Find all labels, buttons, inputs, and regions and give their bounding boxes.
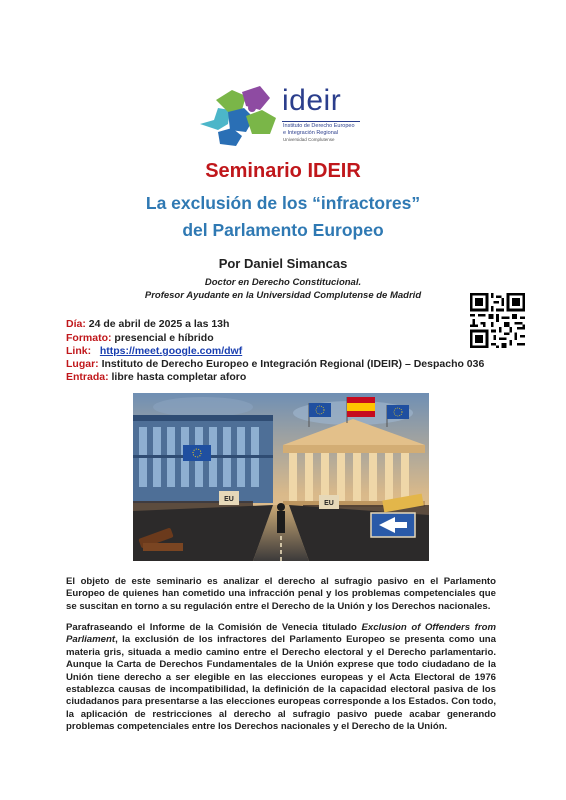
logo-wordmark: ideir: [282, 84, 342, 117]
puzzle-pieces-icon: [200, 86, 276, 146]
report-title: Exclusion of Offenders from Parliament: [66, 622, 496, 646]
info-format: [66, 332, 214, 344]
svg-text:EU: EU: [324, 500, 334, 507]
seminar-title: Seminario IDEIR: [205, 160, 361, 182]
place-label: Lugar:: [66, 358, 99, 370]
meeting-link[interactable]: https://meet.google.com/dwf: [99, 345, 243, 357]
info-link: [66, 345, 242, 357]
speaker-role-1: Doctor en Derecho Constitucional.: [204, 277, 362, 288]
date-label: Día:: [66, 318, 86, 330]
paragraph-body-start: Parafraseando el Informe de la Comisión de Venecia titulado: [66, 622, 362, 633]
parliament-illustration: [133, 393, 429, 561]
person-figure-icon: [277, 503, 285, 533]
modern-parliament-icon: [133, 415, 273, 503]
paragraph-body-end: , la exclusión de los infractores del Parlamento Europeo se presenta como una materia gris, situada a medio camino entre el Derecho electoral y el Derecho parlamentario. Aunque la Carta de Derechos Fundamentales de la Unión exprese que todo ciudadano de la Unión tiene derecho a ser elegible en las elecciones europeas y el Acta Electoral de 1976 establezca causas de incompatibilidad, la definición de la capacidad electoral pasiva de los ciudadanos para presentarse a las elecciones europeas corresponde a los Estados. Con todo, la aplicación de restricciones al derecho al sufragio pasivo puede acabar generando problemas competenciales entre los Derechos nacionales y el Derecho de la Unión.: [66, 634, 496, 733]
arrow-sign-icon: [371, 513, 415, 537]
speaker-role-2: Profesor Ayudante en la Universidad Complutense de Madrid: [144, 290, 422, 301]
eu-sign-right: [319, 495, 339, 509]
entry-label: Entrada:: [66, 371, 109, 383]
link-label: Link:: [66, 345, 92, 357]
info-date: [66, 318, 229, 330]
logo-subtitle-2: e Integración Regional: [283, 130, 339, 136]
svg-text:EU: EU: [224, 496, 234, 503]
info-entry: [66, 371, 246, 383]
place-value: Instituto de Derecho Europeo e Integración Regional (IDEIR) – Despacho 036: [101, 358, 485, 370]
paragraph-intro: El objeto de este seminario es analizar el derecho al sufragio pasivo en el Parlamento Europeo de quienes han cometido una infracción penal y los problemas competenciales que se suscitan en torno a su regulación entre el Derecho de la Unión y los Derechos nacionales.: [66, 576, 496, 612]
format-label: Formato:: [66, 332, 112, 344]
format-value: presencial e híbrido: [114, 332, 214, 344]
logo-divider: [282, 121, 360, 122]
paragraph-body: [66, 622, 496, 734]
entry-value: libre hasta completar aforo: [111, 371, 247, 383]
date-value: 24 de abril de 2025 a las 13h: [88, 318, 230, 330]
logo-subtitle-3: Universidad Complutense: [283, 137, 335, 142]
qr-code-icon[interactable]: [470, 293, 525, 348]
speaker-name: Por Daniel Simancas: [218, 256, 348, 271]
talk-title-line-2: del Parlamento Europeo: [182, 220, 384, 240]
talk-title-line-1: La exclusión de los “infractores”: [145, 193, 421, 213]
eu-sign-left: [219, 491, 239, 505]
info-place: [66, 358, 484, 370]
logo-subtitle-1: Instituto de Derecho Europeo: [283, 123, 355, 129]
